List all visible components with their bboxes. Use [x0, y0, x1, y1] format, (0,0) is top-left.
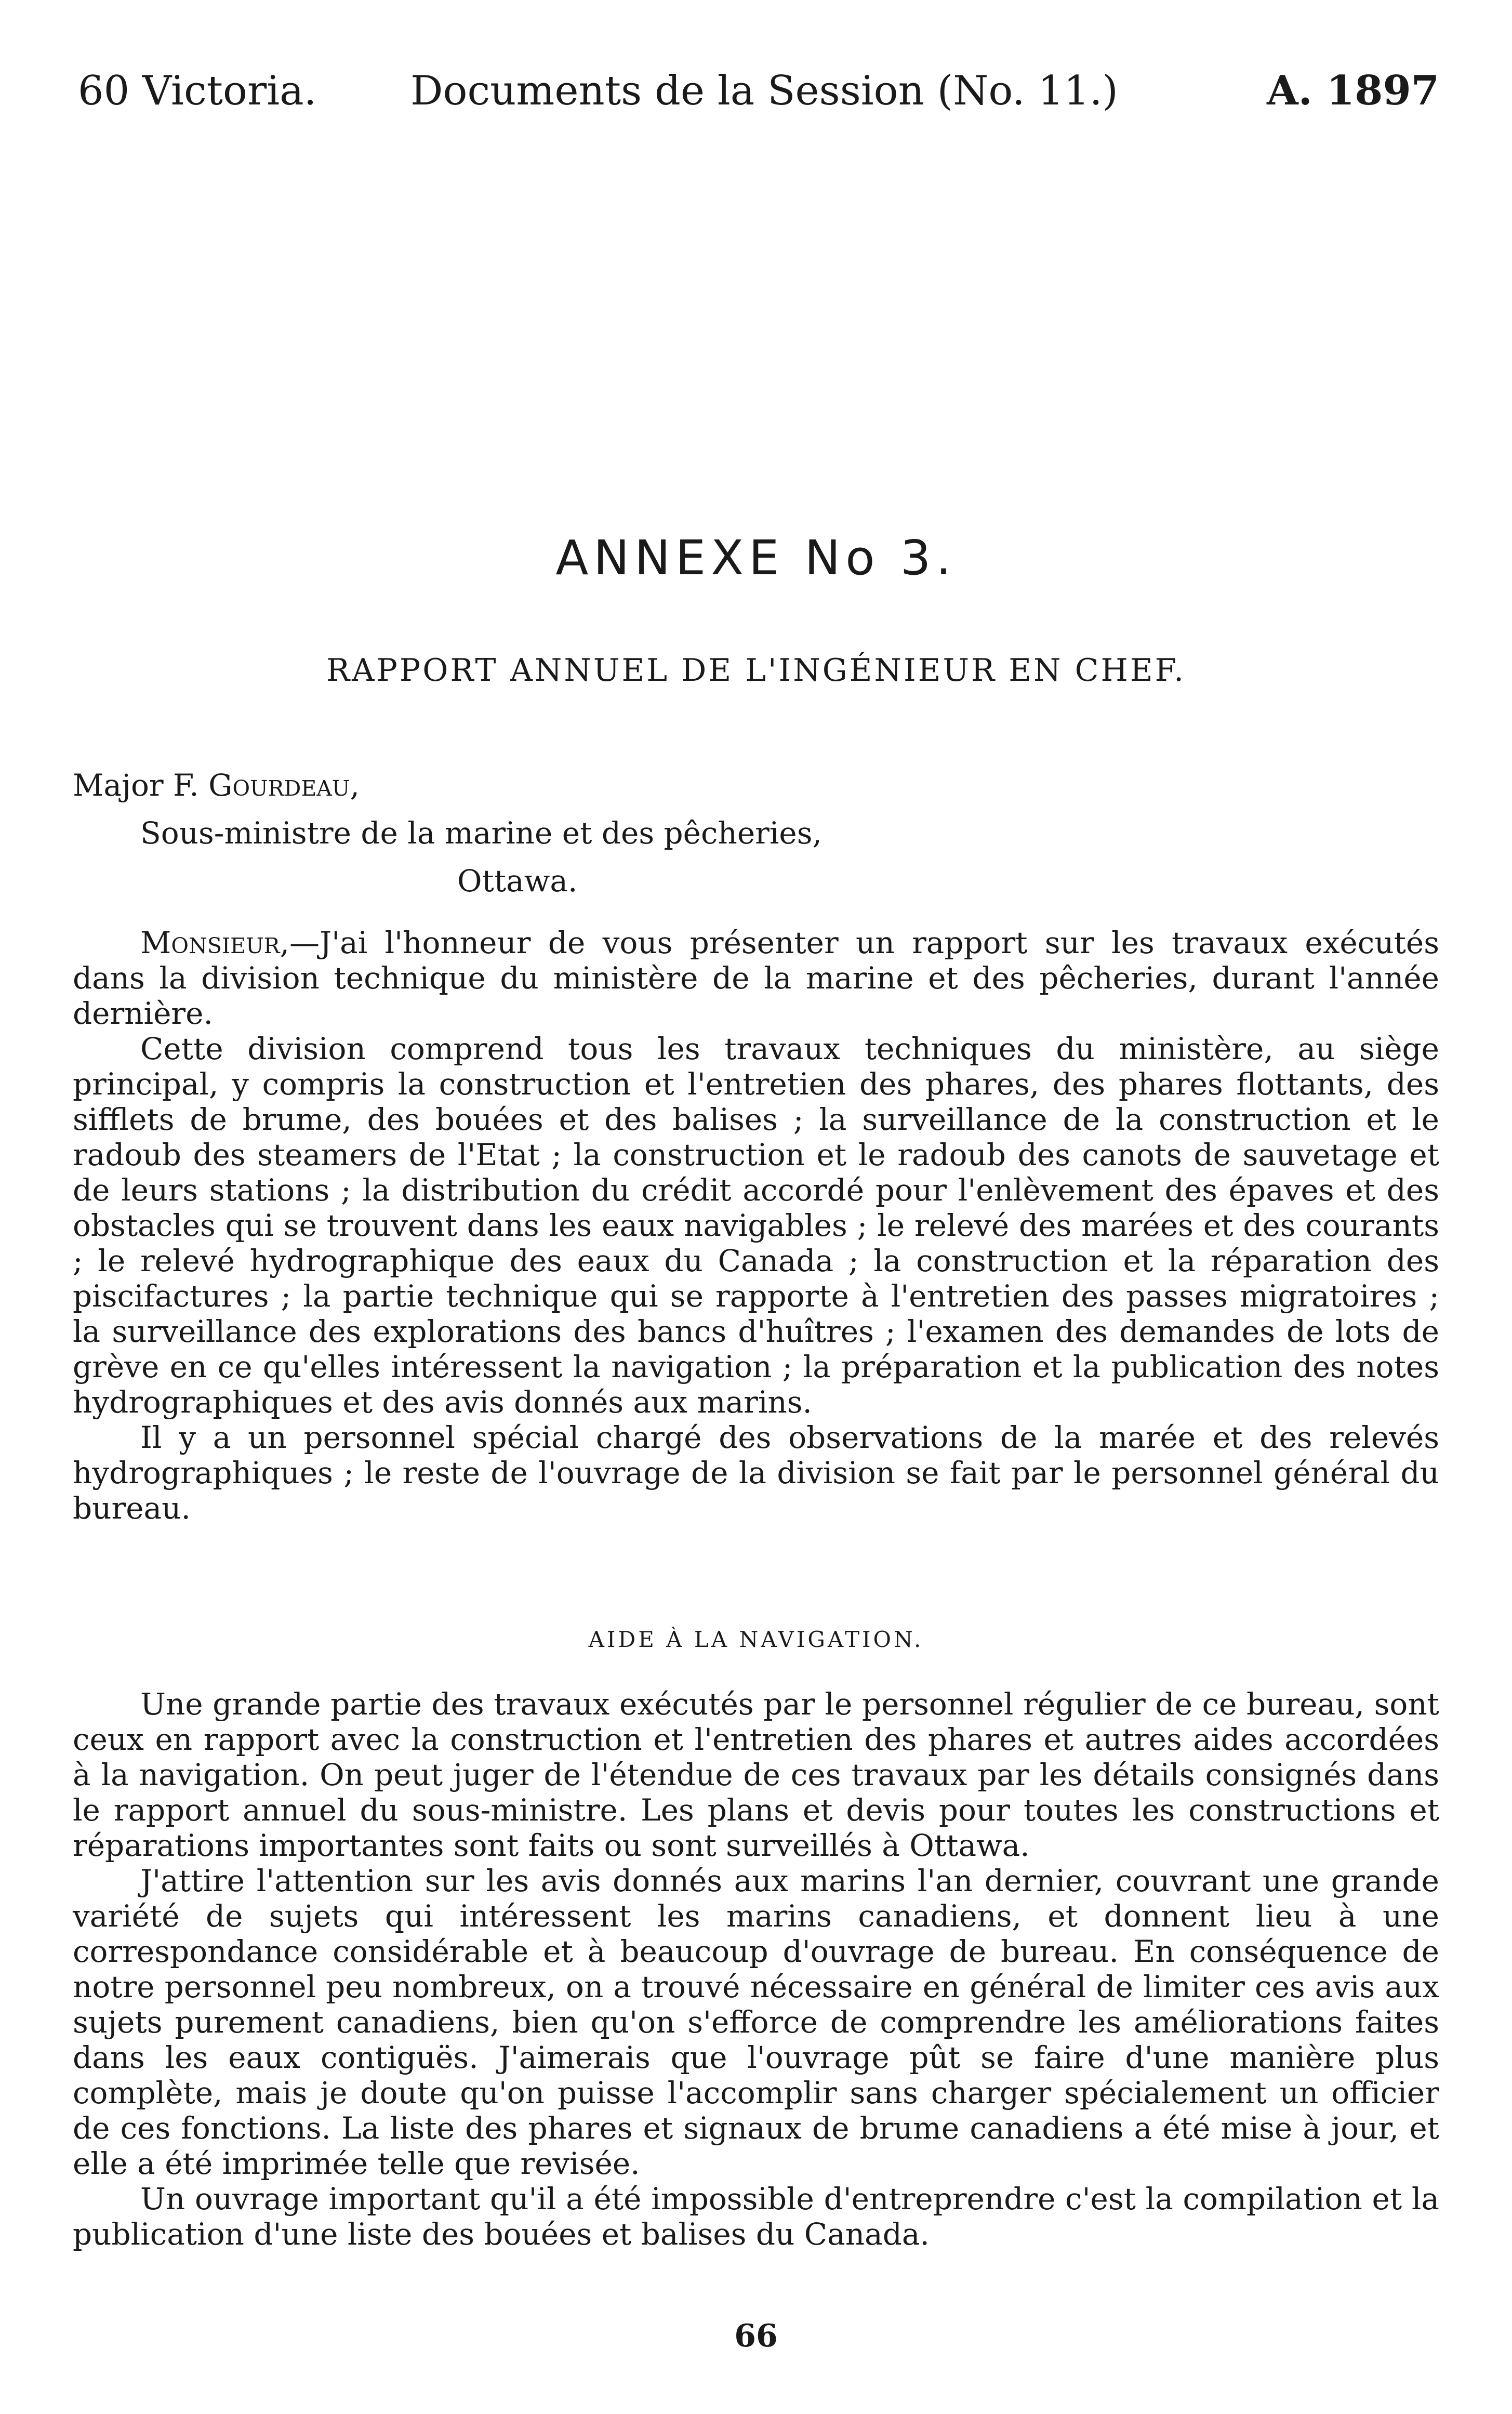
salutation: Monsieur, [140, 925, 289, 960]
intro-section [73, 925, 1439, 1526]
report-title: RAPPORT ANNUEL DE L'INGÉNIEUR EN CHEF. [326, 652, 1186, 689]
paragraph [73, 925, 1439, 1031]
paragraph: J'attire l'attention sur les avis donnés aux marins l'an dernier, couvrant une grande variété de sujets qui intéressent les marins canadiens, et donnent lieu à une correspondance considérable et à beaucoup d'ouvrage de bureau. En conséquence de notre personnel peu nombreux, on a trouvé nécessaire en général de limiter ces avis aux sujets purement canadiens, bien qu'on s'efforce de comprendre les améliorations faites dans les eaux contiguës. J'aimerais que l'ouvrage pût se faire d'une manière plus complète, mais je doute qu'on puisse l'accomplir sans charger spécialement un officier de ces fonctions. La liste des phares et signaux de brume canadiens a été mise à jour, et elle a été imprimée telle que revisée. [73, 1863, 1439, 2181]
paragraph: Une grande partie des travaux exécutés par le personnel régulier de ce bureau, sont ceux en rapport avec la construction et l'entretien des phares et autres aides accordées à la navigation. On peut juger de l'étendue de ces travaux par les détails consignés dans le rapport annuel du sous-ministre. Les plans et devis pour toutes les constructions et réparations importantes sont faits ou sont surveillés à Ottawa. [73, 1686, 1439, 1863]
address-line-city: Ottawa. [457, 863, 578, 899]
address-line-title: Sous-ministre de la marine et des pêcheries, [140, 815, 822, 851]
running-header [78, 62, 1439, 120]
page-number: 66 [734, 2318, 778, 2354]
navigation-section [73, 1686, 1439, 2252]
header-year: A. 1897 [1267, 67, 1439, 114]
address-block [73, 761, 822, 905]
paragraph-text: —J'ai l'honneur de vous présenter un rapport sur les travaux exécutés dans la division technique du ministère de la marine et des pêcheries, durant l'année dernière. [73, 925, 1439, 1031]
section-heading: AIDE À LA NAVIGATION. [588, 1627, 924, 1652]
paragraph: Cette division comprend tous les travaux techniques du ministère, au siège principal, y compris la construction et l'entretien des phares, des phares flottants, des sifflets de brume, des bouées et des balises ; la surveillance de la construction et le radoub des steamers de l'Etat ; la construction et le radoub des canots de sauvetage et de leurs stations ; la distribution du crédit accordé pour l'enlèvement des épaves et des obstacles qui se trouvent dans les eaux navigables ; le relevé des marées et des courants ; le relevé hydrographique des eaux du Canada ; la construction et la réparation des piscifactures ; la partie technique qui se rapporte à l'entretien des passes migratoires ; la surveillance des explorations des bancs d'huîtres ; l'examen des demandes de lots de grève en ce qu'elles intéressent la navigation ; la préparation et la publication des notes hydrographiques et des avis donnés aux marins. [73, 1031, 1439, 1420]
header-session-year: 60 Victoria. [78, 68, 317, 114]
paragraph: Un ouvrage important qu'il a été impossible d'entreprendre c'est la compilation et la publication d'une liste des bouées et balises du Canada. [73, 2181, 1439, 2252]
address-name: Gourdeau, [208, 768, 360, 803]
address-line-recipient [73, 761, 822, 809]
annex-title: ANNEXE No 3. [555, 530, 957, 586]
address-prefix: Major F. [73, 768, 209, 803]
header-document-title: Documents de la Session (No. 11.) [410, 68, 1118, 114]
paragraph: Il y a un personnel spécial chargé des observations de la marée et des relevés hydrographiques ; le reste de l'ouvrage de la division se fait par le personnel général du bureau. [73, 1420, 1439, 1526]
